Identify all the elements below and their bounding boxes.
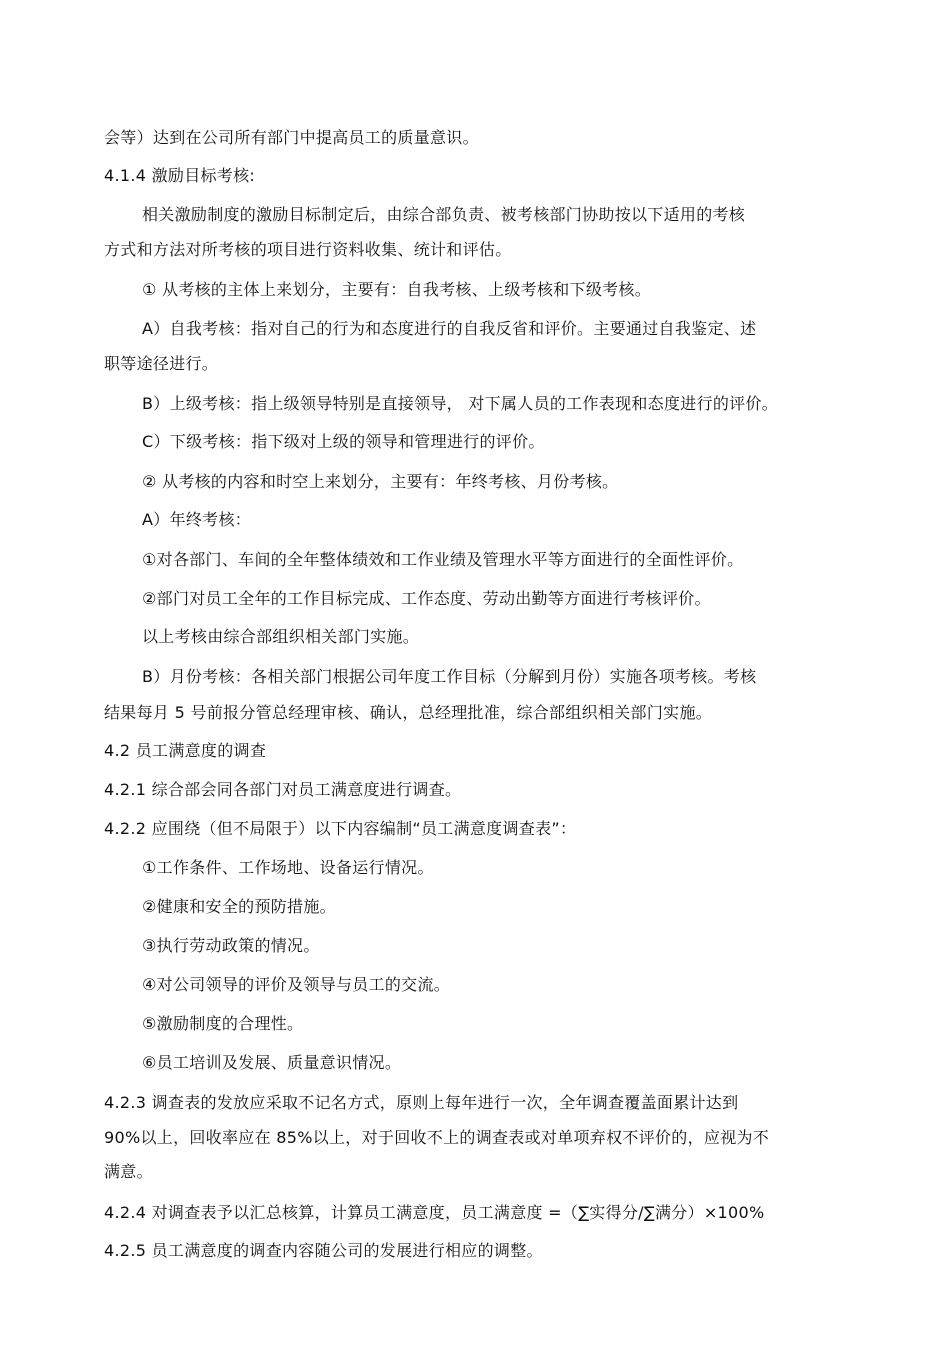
- text-line: B）上级考核：指上级领导特别是直接领导， 对下属人员的工作表现和态度进行的评价。: [142, 394, 779, 413]
- list-item: ② 从考核的内容和时空上来划分，主要有：年终考核、月份考核。: [142, 472, 619, 491]
- section-heading: 4.2.5 员工满意度的调查内容随公司的发展进行相应的调整。: [104, 1241, 543, 1260]
- section-heading: 4.1.4 激励目标考核:: [104, 166, 256, 185]
- list-item: ②健康和安全的预防措施。: [142, 897, 336, 916]
- list-item: ⑤激励制度的合理性。: [142, 1014, 304, 1033]
- list-item: ① 从考核的主体上来划分，主要有：自我考核、上级考核和下级考核。: [142, 280, 652, 299]
- section-heading: 4.2.1 综合部会同各部门对员工满意度进行调查。: [104, 780, 462, 799]
- list-item: ①对各部门、车间的全年整体绩效和工作业绩及管理水平等方面进行的全面性评价。: [142, 550, 744, 569]
- section-heading: 4.2.3 调查表的发放应采取不记名方式，原则上每年进行一次，全年调查覆盖面累计达到: [104, 1093, 739, 1112]
- text-line: 方式和方法对所考核的项目进行资料收集、统计和评估。: [104, 240, 512, 259]
- text-line: 相关激励制度的激励目标制定后，由综合部负责、被考核部门协助按以下适用的考核: [142, 205, 746, 224]
- list-item: ④对公司领导的评价及领导与员工的交流。: [142, 975, 451, 994]
- text-line: A）自我考核：指对自己的行为和态度进行的自我反省和评价。主要通过自我鉴定、述: [142, 319, 757, 338]
- section-heading: 4.2.4 对调查表予以汇总核算，计算员工满意度，员工满意度 =（∑实得分/∑满分）×100%: [104, 1203, 765, 1222]
- text-line: 90%以上，回收率应在 85%以上，对于回收不上的调查表或对单项弃权不评价的，应视为不: [104, 1128, 770, 1147]
- text-line: 会等）达到在公司所有部门中提高员工的质量意识。: [104, 128, 479, 147]
- section-heading: 4.2 员工满意度的调查: [104, 741, 267, 760]
- text-line: B）月份考核：各相关部门根据公司年度工作目标（分解到月份）实施各项考核。考核: [142, 667, 757, 686]
- text-line: 以上考核由综合部组织相关部门实施。: [142, 627, 420, 646]
- text-line: C）下级考核：指下级对上级的领导和管理进行的评价。: [142, 432, 545, 451]
- list-item: ⑥员工培训及发展、质量意识情况。: [142, 1053, 402, 1072]
- text-line: 职等途径进行。: [104, 354, 219, 373]
- list-item: ①工作条件、工作场地、设备运行情况。: [142, 858, 434, 877]
- text-line: A）年终考核：: [142, 510, 252, 529]
- list-item: ②部门对员工全年的工作目标完成、工作态度、劳动出勤等方面进行考核评价。: [142, 589, 711, 608]
- text-line: 结果每月 5 号前报分管总经理审核、确认，总经理批准，综合部组织相关部门实施。: [104, 703, 713, 722]
- text-line: 满意。: [104, 1162, 153, 1181]
- section-heading: 4.2.2 应围绕（但不局限于）以下内容编制“员工满意度调查表”：: [104, 819, 577, 838]
- list-item: ③执行劳动政策的情况。: [142, 936, 320, 955]
